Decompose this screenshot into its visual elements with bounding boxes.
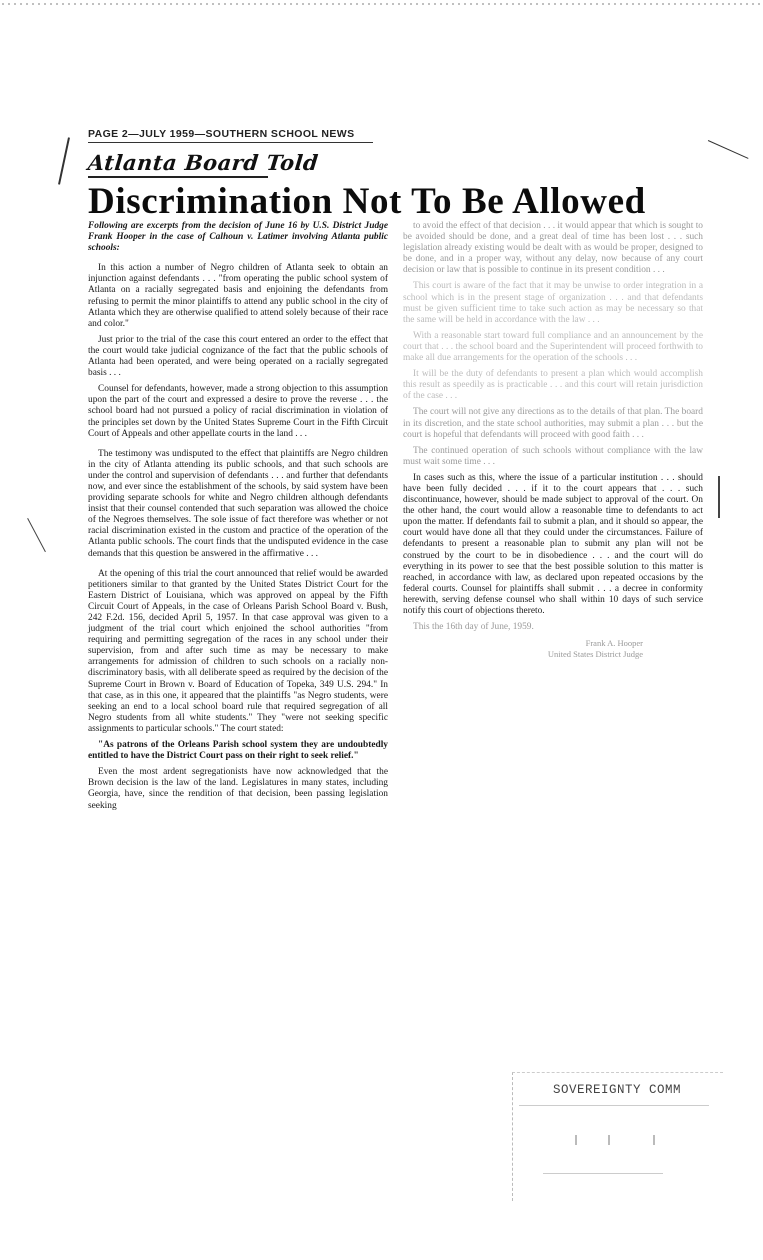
article-paragraph: In this action a number of Negro children of Atlanta seek to obtain an injunction against defendants . . . "from operating the public school system of Atlanta on a racially segregated basis and enjoining the defendants from refusing to permit the minor plaintiffs to attend any public school in the city of Atlanta which they are otherwise qualified to attend solely because of their race and color." (88, 263, 388, 329)
article-paragraph: The court will not give any directions as to the details of that plan. The board in its discretion, and the state school authorities, may submit a plan . . . but the court is hopeful that defendants will proceed with good faith . . . (403, 407, 703, 440)
newspaper-clipping (86, 128, 703, 958)
article-paragraph: It will be the duty of defendants to present a plan which would accomplish this result as speedily as is practicable . . . and this court will retain jurisdiction of the case . . . (403, 369, 703, 402)
signature-block (403, 638, 643, 660)
folio-rule (88, 142, 373, 143)
handwritten-slash-mark (58, 137, 70, 184)
stamp-mark (575, 1135, 577, 1145)
signature-name: Frank A. Hooper (585, 638, 643, 649)
signature-title: United States District Judge (547, 649, 643, 660)
article-dateline: This the 16th day of June, 1959. (413, 622, 534, 633)
handwritten-tick-right (718, 476, 720, 518)
handwritten-dash-mark (708, 140, 749, 159)
stamp-mark (653, 1135, 655, 1145)
archive-stamp (512, 1072, 723, 1201)
article-column-left (88, 221, 388, 817)
article-quote: "As patrons of the Orleans Parish school system they are undoubtedly entitled to have the District Court pass on their right to seek relief." (88, 740, 388, 762)
article-paragraph: Just prior to the trial of the case this court entered an order to the effect that the court would take judicial cognizance of the fact that the public schools of Atlanta had been operated, and were being operated on a racially segregated basis . . . (88, 334, 388, 379)
article-column-right (403, 221, 703, 660)
scan-border-dots (0, 2, 763, 6)
article-paragraph: The testimony was undisputed to the effect that plaintiffs are Negro children in the city of Atlanta attending its public schools, and that such schools are under the control and supervision of defendants . . . and further that defendants now, and ever since the establishment of the schools, by said system have been providing separate schools for white and Negro children although defendants insist that their counsel contended that such separation was allowed the choice of the Negroes themselves. The sole issue of fact therefore was whether or not racial discrimination existed in the custom and practice of the operation of the Atlanta public schools. The court finds that the undisputed evidence in the case demands that this question be answered in the affirmative . . . (88, 448, 388, 559)
article-paragraph: At the opening of this trial the court announced that relief would be awarded petitioners similar to that granted by the United States District Court for the Eastern District of Louisiana, which was approved on appeal by the Fifth Circuit Court of Appeals, in the case of Orleans Parish School Board v. Bush, 242 F.2d. 156, decided April 5, 1957. In that case approval was given to a judgment of the trial court which enjoined the school authorities "from requiring and permitting segregation of the races in any school under their supervision, from and after such time as may be necessary to make arrangements for admission of children to such schools on a racially non-discriminatory basis, with all deliberate speed as required by the decision of the Supreme Court in Brown v. Board of Education of Topeka, 349 U.S. 294." In that case, as in this one, it appeared that the plaintiffs "as Negro students, were seeking an end to a local school board rule that required segregation of all Negro students from all white students." They "were not seeking specific assignments to particular schools." The court stated: (88, 568, 388, 734)
kicker-headline: Atlanta Board Told (86, 150, 320, 175)
handwritten-tick-left (27, 518, 46, 552)
page-folio: PAGE 2—JULY 1959—SOUTHERN SCHOOL NEWS (88, 128, 355, 140)
stamp-rule (543, 1173, 663, 1174)
article-paragraph: This court is aware of the fact that it may be unwise to order integration in a school which is in the present stage of organization . . . and that defendants must be given sufficient time to take such action as may be necessary so that the same will be held in accordance with the law . . . (403, 281, 703, 325)
article-paragraph: In cases such as this, where the issue of a particular institution . . . should have been fully decided . . . if it to the court appears that . . . such discontinuance, however, should be made subject to approval of the court. On the other hand, the court would allow a reasonable time to defendants to act upon the matter. If defendants fail to submit a plan, and it should so appear, the court would have done all that they could under the circumstances. Failure of defendants to present a reasonable plan to submit any plan will not be construed by the court to be in disobedience . . . and the court will do everything in its power to see that the best possible solution to this matter is reached, in accordance with law, as declared upon repeated occasions by the federal courts. Counsel for plaintiffs shall submit . . . a decree in conformity herewith, serving defense counsel who shall within 10 days of such service notify this court of objections thereto. (403, 472, 703, 616)
article-paragraph: Even the most ardent segregationists have now acknowledged that the Brown decision is the law of the land. Legislatures in many states, including Georgia, have, since the rendition of that decision, been passing legislation seeking (88, 767, 388, 811)
article-paragraph: With a reasonable start toward full compliance and an announcement by the court that . . . the school board and the Superintendent will proceed forthwith to make all due arrangements for the operation of the schools . . . (403, 330, 703, 364)
main-headline: Discrimination Not To Be Allowed (88, 181, 646, 222)
stamp-mark (608, 1135, 610, 1145)
stamp-rule (519, 1105, 709, 1106)
article-intro: Following are excerpts from the decision of June 16 by U.S. District Judge Frank Hooper in the case of Calhoun v. Latimer involving Atlanta public schools: (88, 221, 388, 254)
stamp-title: SOVEREIGNTY COMM (553, 1083, 682, 1097)
kicker-rule (88, 176, 268, 178)
article-paragraph: to avoid the effect of that decision . . . it would appear that which is sought to be avoided should be done, and a great deal of time has been lost . . . such legislation already existing would be dealt with as would be proper, designed to be done, and in a proper way, without any delay, now because of any court decision or law that is possible to continue in its present condition . . . (403, 221, 703, 276)
article-paragraph: Counsel for defendants, however, made a strong objection to this assumption upon the part of the court and expressed a desire to prove the reverse . . . the school board had not pursued a policy of racial discrimination in violation of the principles set down by the United States Supreme Court in the Fifth Circuit Court of Appeals and other appellate courts in the land . . . (88, 384, 388, 439)
article-paragraph: The continued operation of such schools without compliance with the law must wait some time . . . (403, 445, 703, 467)
